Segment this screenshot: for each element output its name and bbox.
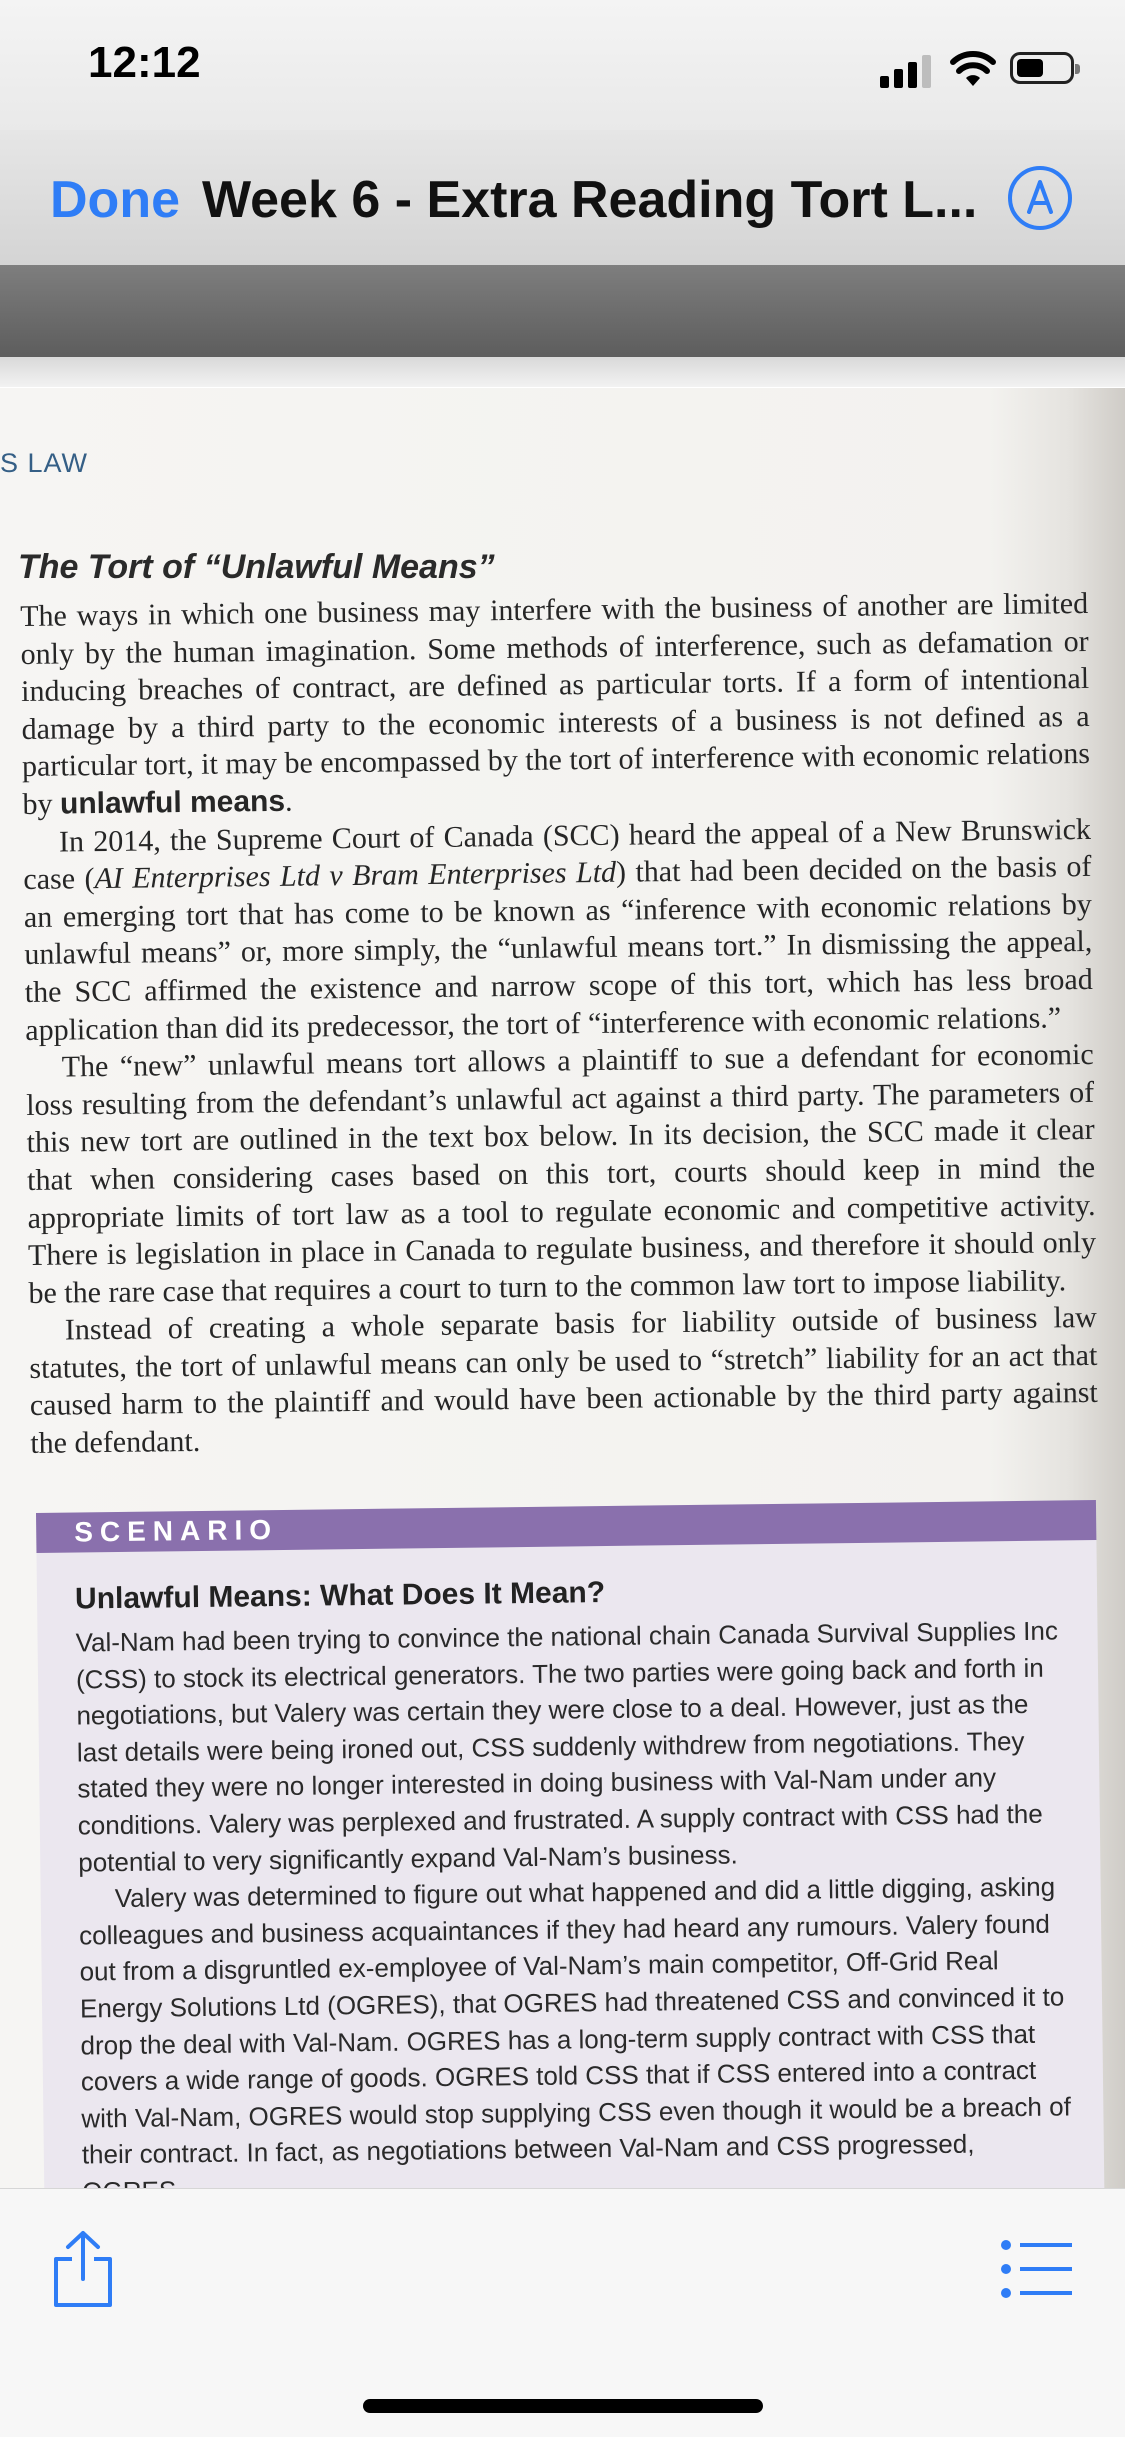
- document-page[interactable]: [0, 388, 1125, 2188]
- section-title: The Tort of “Unlawful Means”: [18, 548, 495, 586]
- battery-icon: [1010, 52, 1074, 84]
- document-title: Week 6 - Extra Reading Tort L...: [202, 171, 978, 229]
- scenario-title: Unlawful Means: What Does It Mean?: [74, 1576, 606, 1616]
- paragraph-2: In 2014, the Supreme Court of Canada (SCC) heard the appeal of a New Brunswick case (AI Enterprises Ltd v Bram Enterprises Ltd) that had been decided on the basis of an emerging tort that has come to be known as “inference with economic relations by unlawful means” or, more simply, the “unlawful means tort.” In dismissing the appeal, the SCC affirmed the existence and narrow scope of this tort, which has less broad application than did its predecessor, the tort of “interference with economic relations.”: [23, 812, 1093, 1047]
- running-head: S LAW: [0, 448, 89, 478]
- page-gap: [0, 357, 1125, 387]
- page-edge-shadow: [0, 265, 1125, 357]
- paragraph-4: Instead of creating a whole separate basis for liability outside of business law statutes, the tort of unlawful means can only be used to “stretch” liability for an act that caused harm to the plaintiff and would have been actionable by the third party against the defendant.: [29, 1301, 1098, 1460]
- paragraph-1: The ways in which one business may interfere with the business of another are limited only by the human imagination. Some methods of interference, such as defamation or inducing breaches of contract, are defined as particular torts. If a form of intentional damage by a third party to the economic interests of a business is not defined as a particular tort, it may be encompassed by the tort of interference with economic relations by unlawful means.: [20, 586, 1091, 821]
- markup-button[interactable]: [1008, 166, 1072, 230]
- scenario-paragraph-2: Valery was determined to figure out what happened and did a little digging, asking colleagues and business acquaintances if they had heard any rumours. Valery found out from a disgruntled ex-employee of Val-Nam’s main competitor, Off-Grid Real Energy Solutions Ltd (OGRES), that OGRES had threatened CSS and convinced it to drop the deal with Val-Nam. OGRES has a long-term supply contract with CSS that covers a wide range of goods. OGRES told CSS that if CSS entered into a contract with Val-Nam, OGRES would stop supplying CSS even though it would be a breach of their contract. In fact, as negotiations between Val-Nam and CSS progressed,: [78, 1871, 1072, 2170]
- scenario-label: SCENARIO: [74, 1514, 279, 1548]
- case-name: AI Enterprises Ltd v Bram Enterprises Ltd: [94, 855, 617, 896]
- body-text: [20, 585, 1098, 1463]
- bottom-toolbar: [0, 2188, 1125, 2437]
- home-indicator[interactable]: [363, 2399, 763, 2413]
- markup-pen-icon: [1012, 170, 1068, 226]
- list-icon[interactable]: [1000, 2239, 1074, 2299]
- scenario-paragraph-1: Val-Nam had been trying to convince the national chain Canada Survival Supplies Inc (CSS) to stock its electrical generators. The two parties were going back and forth in negotiations, but Valery was certain they were close to a deal. However, just as the last details were being ironed out, CSS suddenly withdrew from negotiations. They stated they were no longer interested in doing business with Val-Nam under any conditions. Valery was perplexed and frustrated. A supply contract with CSS had the potential to very significantly expand Val-Nam’s business.: [75, 1615, 1059, 1878]
- nav-bar: [0, 130, 1125, 265]
- share-icon[interactable]: [48, 2229, 118, 2309]
- key-term: unlawful means: [59, 784, 286, 821]
- scenario-header-bar: [36, 1500, 1096, 1553]
- scenario-box: [36, 1500, 1104, 2213]
- paragraph-3: The “new” unlawful means tort allows a plaintiff to sue a defendant for economic loss resulting from the defendant’s unlawful act against a third party. The parameters of this new tort are outlined in the text box below. In its decision, the SCC made it clear that when considering cases based on this tort, courts should keep in mind the appropriate limits of tort law as a tool to regulate economic and competitive activity. There is legislation in place in Canada to regulate business, and therefore it should only be the rare case that requires a court to turn to the common law tort to impose liability.: [25, 1038, 1097, 1310]
- status-time: 12:12: [88, 38, 201, 87]
- cellular-signal-icon: [880, 52, 940, 88]
- wifi-icon: [950, 48, 996, 88]
- done-button[interactable]: Done: [50, 171, 180, 229]
- scenario-text: [75, 1612, 1072, 2210]
- status-bar: [0, 0, 1125, 130]
